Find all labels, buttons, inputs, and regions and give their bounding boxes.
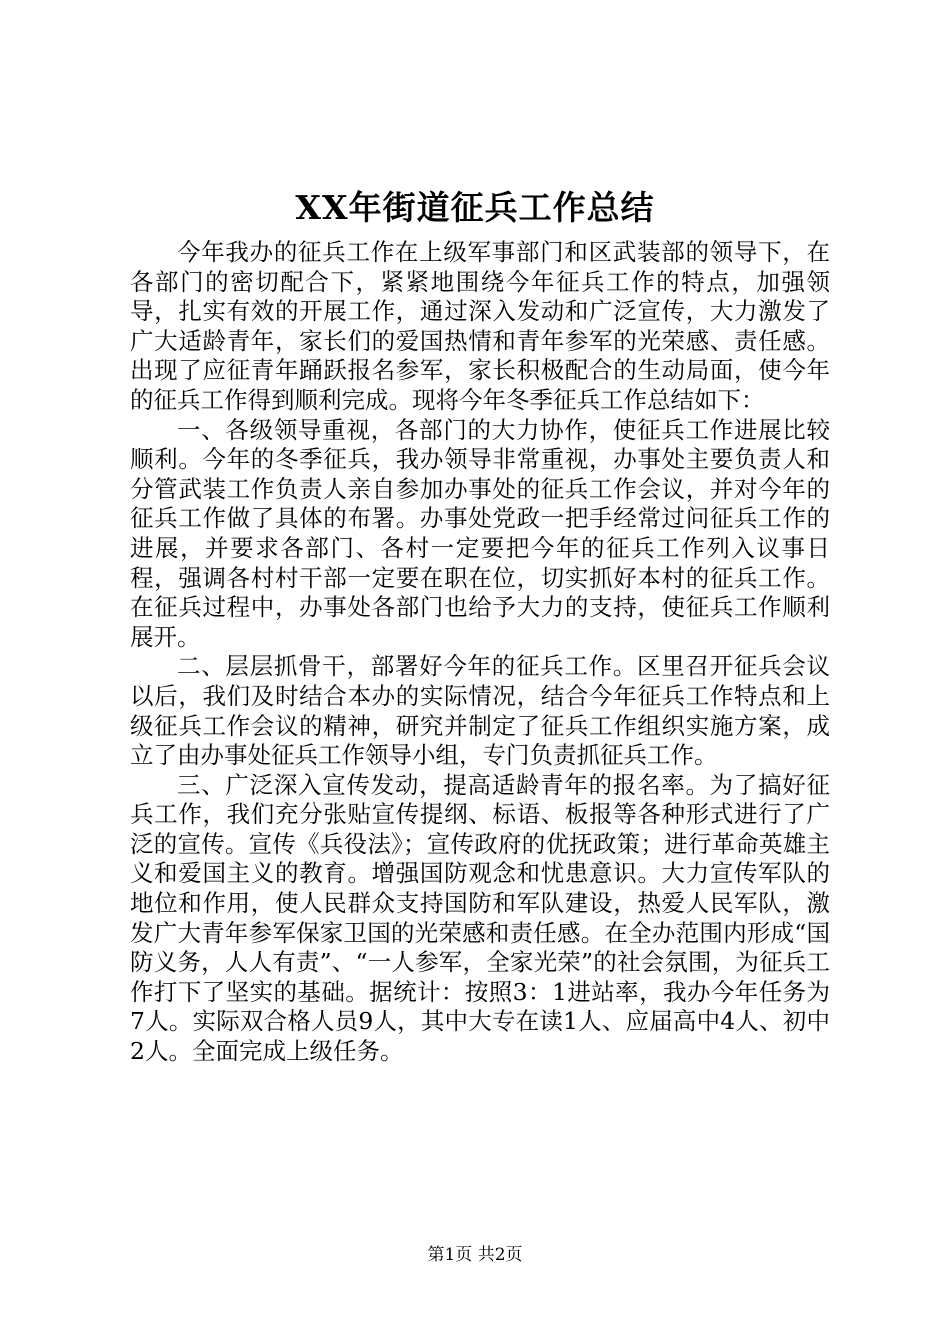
section-three-paragraph: 三、广泛深入宣传发动，提高适龄青年的报名率。为了搞好征兵工作，我们充分张贴宣传提纲、标语、板报等各种形式进行了广泛的宣传。宣传《兵役法》；宣传政府的优抚政策；进行革命英雄主义和爱国主义的教育。增强国防观念和忧患意识。大力宣传军队的地位和作用，使人民群众支持国防和军队建设，热爱人民军队，激发广大青年参军保家卫国的光荣感和责任感。在全办范围内形成“国防义务，人人有责”、“一人参军，全家光荣”的社会氛围，为征兵工作打下了坚实的基础。据统计：按照3：1进站率，我办今年任务为7人。实际双合格人员9人，其中大专在读1人、应届高中4人、初中2人。全面完成上级任务。 [130,770,830,1066]
page-number-footer: 第1页 共2页 [427,1245,523,1265]
document-title: XX年街道征兵工作总结 [295,188,655,227]
intro-paragraph: 今年我办的征兵工作在上级军事部门和区武装部的领导下，在各部门的密切配合下，紧紧地围绕今年征兵工作的特点，加强领导，扎实有效的开展工作，通过深入发动和广泛宣传，大力激发了广大适龄青年，家长们的爱国热情和青年参军的光荣感、责任感。出现了应征青年踊跃报名参军，家长积极配合的生动局面，使今年的征兵工作得到顺利完成。现将今年冬季征兵工作总结如下： [130,238,830,414]
section-one-paragraph: 一、各级领导重视，各部门的大力协作，使征兵工作进展比较顺利。今年的冬季征兵，我办领导非常重视，办事处主要负责人和分管武装工作负责人亲自参加办事处的征兵工作会议，并对今年的征兵工作做了具体的布署。办事处党政一把手经常过问征兵工作的进展，并要求各部门、各村一定要把今年的征兵工作列入议事日程，强调各村村干部一定要在职在位，切实抓好本村的征兵工作。在征兵过程中，办事处各部门也给予大力的支持，使征兵工作顺利展开。 [130,415,830,651]
section-two-paragraph: 二、层层抓骨干，部署好今年的征兵工作。区里召开征兵会议以后，我们及时结合本办的实际情况，结合今年征兵工作特点和上级征兵工作会议的精神，研究并制定了征兵工作组织实施方案，成立了由办事处征兵工作领导小组，专门负责抓征兵工作。 [130,652,830,770]
document-body [130,238,830,1067]
